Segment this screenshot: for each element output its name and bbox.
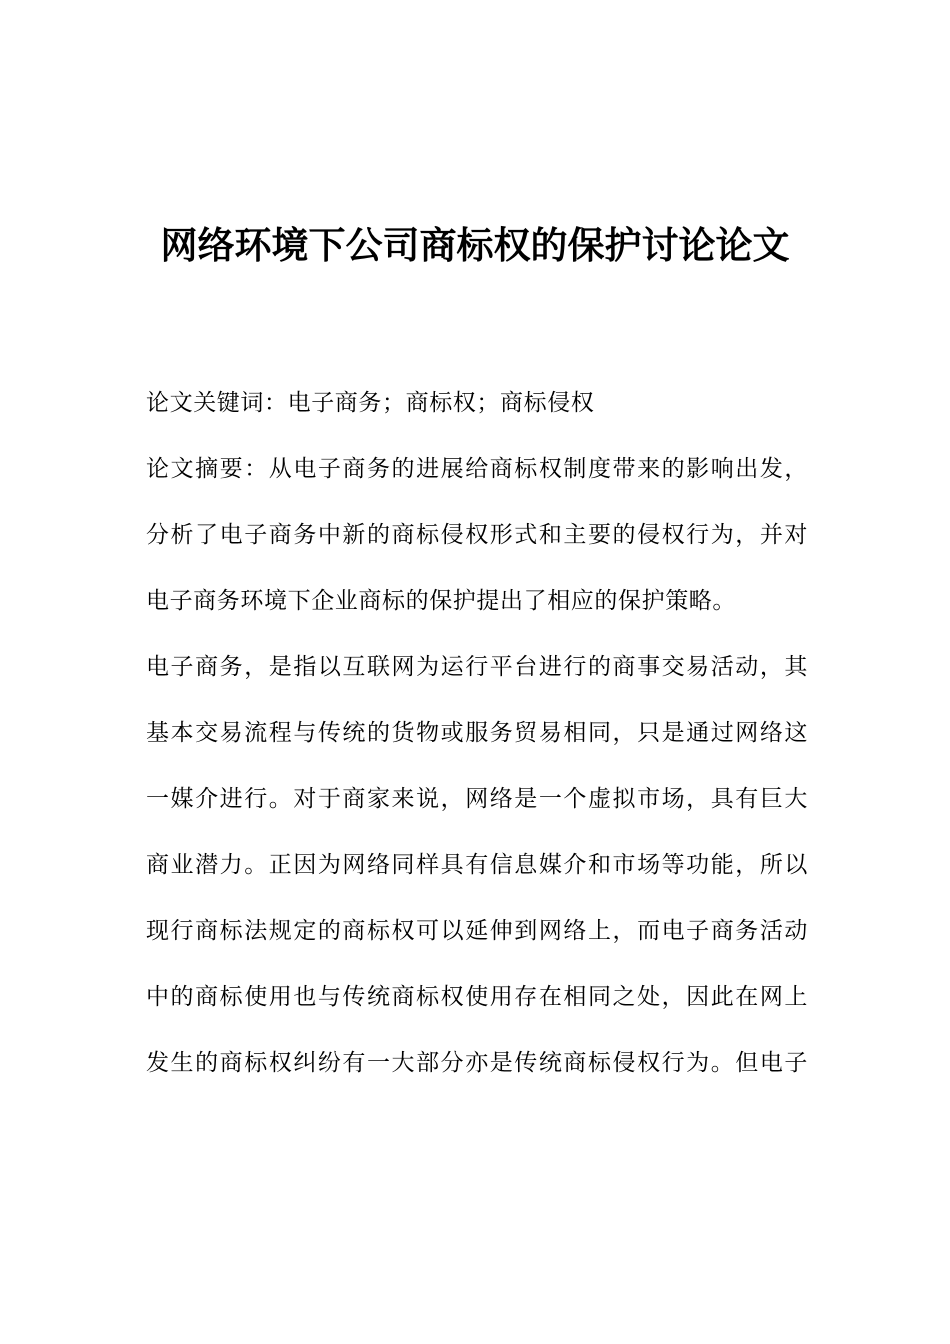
body-line-6: 中的商标使用也与传统商标权使用存在相同之处，因此在网上: [146, 984, 808, 1010]
body-line-2: 基本交易流程与传统的货物或服务贸易相同，只是通过网络这: [146, 720, 808, 746]
body-line-1: 电子商务，是指以互联网为运行平台进行的商事交易活动，其: [146, 654, 808, 680]
keywords-line: 论文关键词：电子商务；商标权；商标侵权: [146, 390, 595, 416]
abstract-line-3: 电子商务环境下企业商标的保护提出了相应的保护策略。: [146, 588, 736, 614]
document-title: 网络环境下公司商标权的保护讨论论文: [160, 224, 790, 267]
abstract-line-1: 论文摘要：从电子商务的进展给商标权制度带来的影响出发，: [146, 456, 808, 482]
abstract-line-2: 分析了电子商务中新的商标侵权形式和主要的侵权行为，并对: [146, 522, 808, 548]
body-line-3: 一媒介进行。对于商家来说，网络是一个虚拟市场，具有巨大: [146, 786, 808, 812]
document-body: [146, 375, 808, 1101]
body-line-7: 发生的商标权纠纷有一大部分亦是传统商标侵权行为。但电子: [146, 1050, 808, 1076]
body-line-5: 现行商标法规定的商标权可以延伸到网络上，而电子商务活动: [146, 918, 808, 944]
body-line-4: 商业潜力。正因为网络同样具有信息媒介和市场等功能，所以: [146, 852, 808, 878]
